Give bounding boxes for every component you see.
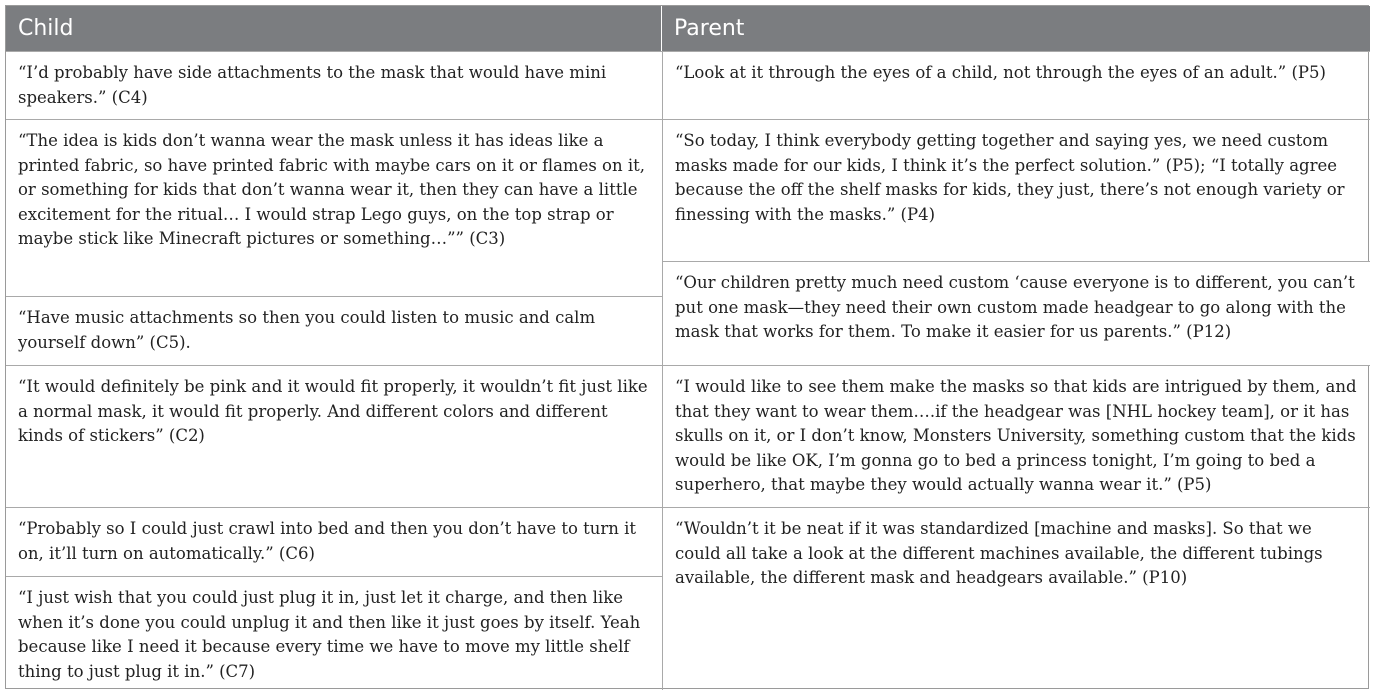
parent-quote-p5-eyes: “Look at it through the eyes of a child, not through the eyes of an adult.” (P5) <box>662 51 1370 119</box>
child-quote-c7: “I just wish that you could just plug it in, just let it charge, and then like when it’s done you could unplug it and then like it just goes by itself. Yeah because like I need it because every time we have to move my little shelf thing to just plug it in.” (C7) <box>6 576 662 690</box>
quotes-table <box>5 5 1369 689</box>
child-quote-c6: “Probably so I could just crawl into bed and then you don’t have to turn it on, it’ll turn on automatically.” (C6) <box>6 507 662 576</box>
child-quote-c5: “Have music attachments so then you could listen to music and calm yourself down” (C5). <box>6 296 662 365</box>
parent-quote-p5-p4: “So today, I think everybody getting together and saying yes, we need custom masks made for our kids, I think it’s the perfect solution.” (P5); “I totally agree because the off the shelf masks for kids, they just, there’s not enough variety or finessing with the masks.” (P4) <box>662 119 1370 296</box>
header-child: Child <box>6 6 662 51</box>
child-quote-c3: “The idea is kids don’t wanna wear the mask unless it has ideas like a printed fabric, so have printed fabric with maybe cars on it or flames on it, or something for kids that don’t wanna wear it, then they can have a little excitement for the ritual… I would strap Lego guys, on the top strap or maybe stick like Minecraft pictures or something…”” (C3) <box>6 119 662 296</box>
parent-quote-p12: “Our children pretty much need custom ‘cause everyone is to different, you can’t put one mask—they need their own custom made headgear to go along with the mask that works for them. To make it easier for us parents.” (P12) <box>662 261 1370 365</box>
header-parent: Parent <box>662 6 1370 51</box>
child-quote-c4: “I’d probably have side attachments to the mask that would have mini speakers.” (C4) <box>6 51 662 119</box>
child-quote-c2: “It would definitely be pink and it would fit properly, it wouldn’t fit just like a normal mask, it would fit properly. And different colors and different kinds of stickers” (C2) <box>6 365 662 507</box>
parent-quote-p5-headgear: “I would like to see them make the masks so that kids are intrigued by them, and that they want to wear them….if the headgear was [NHL hockey team], or it has skulls on it, or I don’t know, Monsters University, something custom that the kids would be like OK, I’m gonna go to bed a princess tonight, I’m going to bed a superhero, that maybe they would actually wanna wear it.” (P5) <box>662 365 1370 507</box>
parent-quote-p10: “Wouldn’t it be neat if it was standardized [machine and masks]. So that we could all take a look at the different machines available, the different tubings available, the different mask and headgears available.” (P10) <box>662 507 1370 690</box>
